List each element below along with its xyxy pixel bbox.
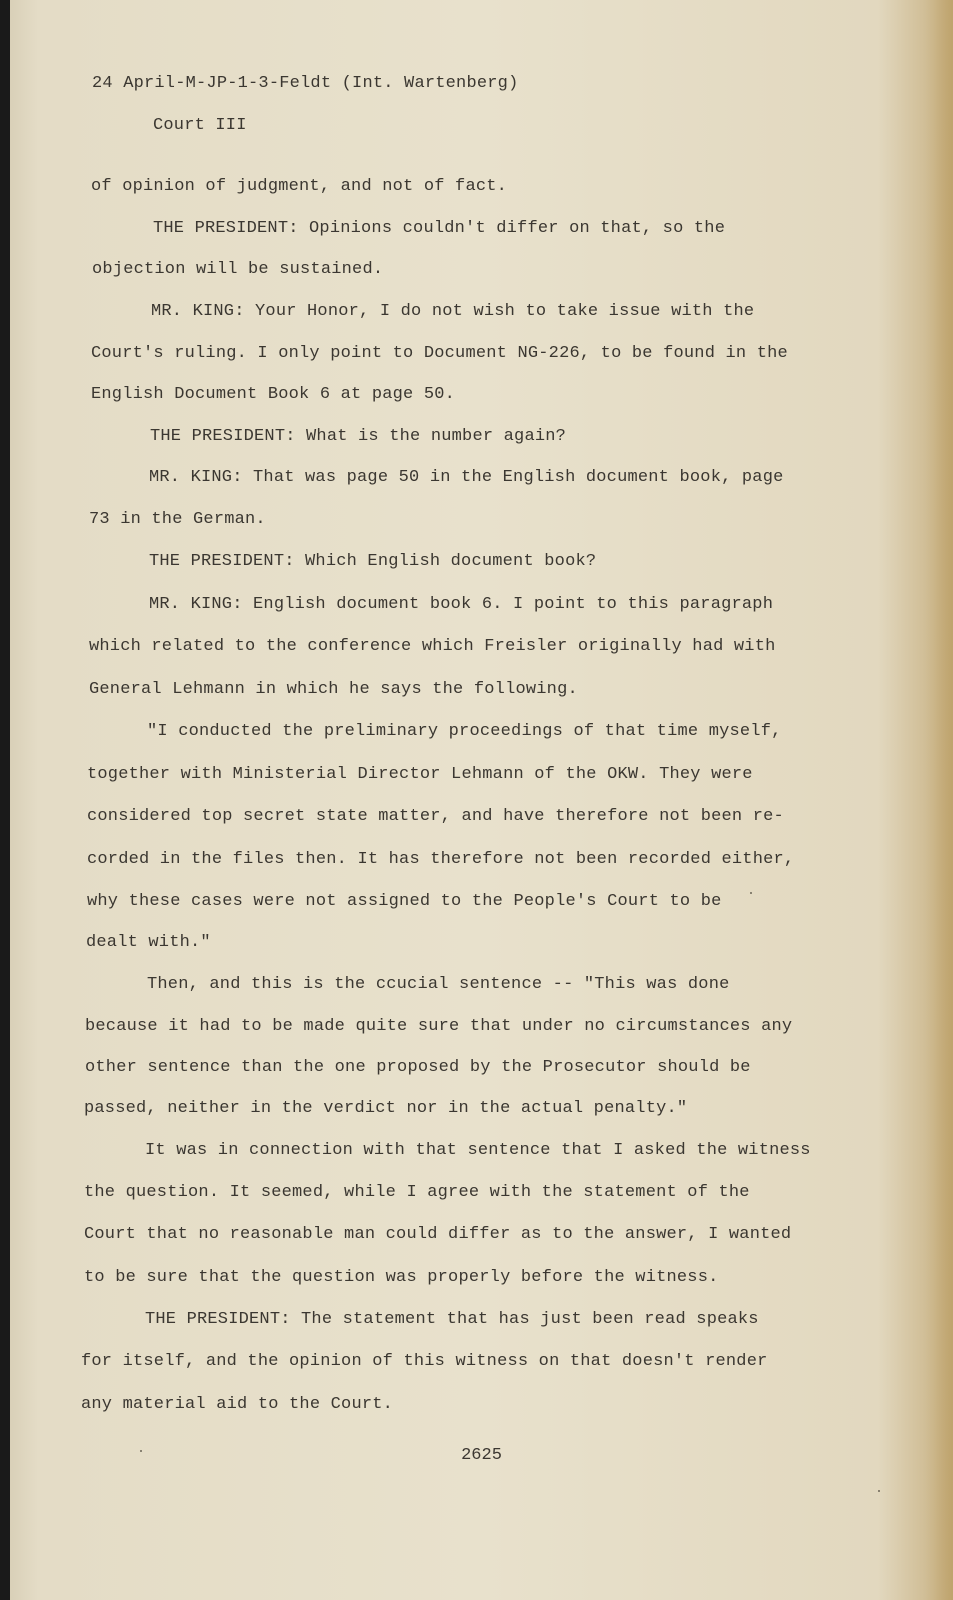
text-line: Then, and this is the ccucial sentence -- "This was done [147,975,730,994]
text-line: corded in the files then. It has therefore not been recorded either, [87,850,795,869]
text-line: other sentence than the one proposed by the Prosecutor should be [85,1058,751,1077]
page-number: 2625 [461,1446,502,1465]
text-line: objection will be sustained. [92,260,384,279]
text-line: English Document Book 6 at page 50. [91,385,456,404]
text-line: MR. KING: English document book 6. I point to this paragraph [149,595,774,614]
text-line: Court's ruling. I only point to Document NG-226, to be found in the [91,344,788,363]
text-line: considered top secret state matter, and have therefore not been re- [87,807,784,826]
text-line: "I conducted the preliminary proceedings of that time myself, [147,722,782,741]
text-line: Court that no reasonable man could differ as to the answer, I wanted [84,1225,792,1244]
text-line: 73 in the German. [89,510,266,529]
paper-speck [140,1450,142,1452]
text-line: because it had to be made quite sure that under no circumstances any [85,1017,793,1036]
text-line: for itself, and the opinion of this witness on that doesn't render [81,1352,768,1371]
text-line: dealt with." [86,933,211,952]
text-line: of opinion of judgment, and not of fact. [91,177,508,196]
text-line: any material aid to the Court. [81,1395,394,1414]
text-line: which related to the conference which Freisler originally had with [89,637,776,656]
text-line: MR. KING: That was page 50 in the English document book, page [149,468,784,487]
text-line: passed, neither in the verdict nor in the actual penalty." [84,1099,688,1118]
text-line: THE PRESIDENT: Which English document book? [149,552,597,571]
page-header: 24 April-M-JP-1-3-Feldt (Int. Wartenberg) [92,74,519,93]
text-line: why these cases were not assigned to the People's Court to be [87,892,722,911]
text-line: THE PRESIDENT: What is the number again? [150,427,567,446]
text-line: THE PRESIDENT: The statement that has just been read speaks [145,1310,759,1329]
paper-speck [750,892,752,894]
text-line: to be sure that the question was properly before the witness. [84,1268,719,1287]
text-line: the question. It seemed, while I agree with the statement of the [84,1183,750,1202]
paper-speck [878,1490,880,1492]
text-line: together with Ministerial Director Lehmann of the OKW. They were [87,765,753,784]
text-line: MR. KING: Your Honor, I do not wish to take issue with the [151,302,755,321]
text-line: It was in connection with that sentence that I asked the witness [145,1141,811,1160]
text-line: THE PRESIDENT: Opinions couldn't differ on that, so the [153,219,726,238]
court-label: Court III [153,116,247,135]
transcript-page [10,0,953,1600]
text-line: General Lehmann in which he says the following. [89,680,578,699]
